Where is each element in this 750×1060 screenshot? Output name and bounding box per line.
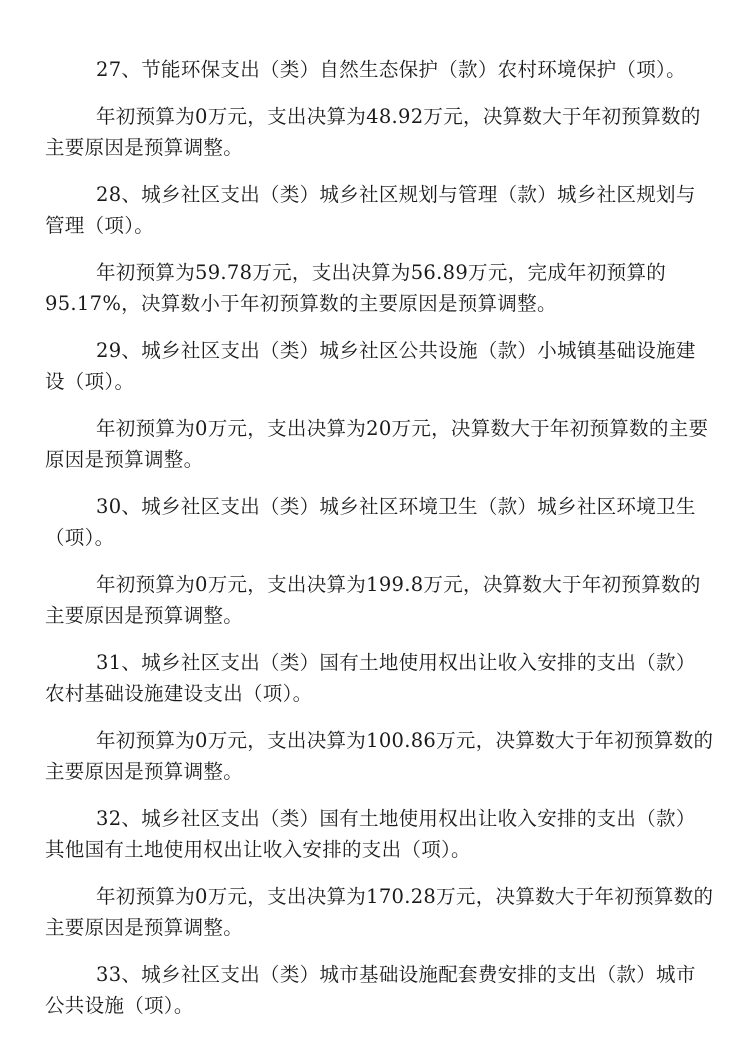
item-30-heading-line-2: （项）。 <box>45 526 115 549</box>
item-28-body-line-2: 95.17%，决算数小于年初预算数的主要原因是预算调整。 <box>45 292 557 315</box>
item-32-body-line-1: 年初预算为0万元，支出决算为170.28万元，决算数大于年初预算数的 <box>96 885 714 908</box>
item-32-heading-line-2: 其他国有土地使用权出让收入安排的支出（项）。 <box>45 838 471 861</box>
item-32-heading-line-1: 32、城乡社区支出（类）国有土地使用权出让收入安排的支出（款） <box>96 807 696 830</box>
item-29-body-line-2: 原因是预算调整。 <box>45 448 204 471</box>
item-27-body-line-2: 主要原因是预算调整。 <box>45 136 244 159</box>
item-29-heading-line-2: 设（项）。 <box>45 370 135 393</box>
item-30-body-line-2: 主要原因是预算调整。 <box>45 604 244 627</box>
item-29-heading-line-1: 29、城乡社区支出（类）城乡社区公共设施（款）小城镇基础设施建 <box>96 339 696 362</box>
item-29-body-line-1: 年初预算为0万元，支出决算为20万元，决算数大于年初预算数的主要 <box>96 417 709 440</box>
item-31-heading-line-1: 31、城乡社区支出（类）国有土地使用权出让收入安排的支出（款） <box>96 651 696 674</box>
item-33-heading-line-1: 33、城乡社区支出（类）城市基础设施配套费安排的支出（款）城市 <box>96 963 696 986</box>
item-28-heading-line-1: 28、城乡社区支出（类）城乡社区规划与管理（款）城乡社区规划与 <box>96 183 696 206</box>
item-28-heading-line-2: 管理（项）。 <box>45 214 155 237</box>
item-33-heading-line-2: 公共设施（项）。 <box>45 994 194 1017</box>
item-27-heading: 27、节能环保支出（类）自然生态保护（款）农村环境保护（项）。 <box>96 58 686 81</box>
item-30-heading-line-1: 30、城乡社区支出（类）城乡社区环境卫生（款）城乡社区环境卫生 <box>96 495 696 518</box>
item-30-body-line-1: 年初预算为0万元，支出决算为199.8万元，决算数大于年初预算数的 <box>96 573 701 596</box>
item-32-body-line-2: 主要原因是预算调整。 <box>45 916 244 939</box>
item-27-body-line-1: 年初预算为0万元，支出决算为48.92万元，决算数大于年初预算数的 <box>96 105 701 128</box>
item-28-body-line-1: 年初预算为59.78万元，支出决算为56.89万元，完成年初预算的 <box>96 261 667 284</box>
item-31-body-line-1: 年初预算为0万元，支出决算为100.86万元，决算数大于年初预算数的 <box>96 729 714 752</box>
item-31-heading-line-2: 农村基础设施建设支出（项）。 <box>45 682 313 705</box>
item-31-body-line-2: 主要原因是预算调整。 <box>45 760 244 783</box>
